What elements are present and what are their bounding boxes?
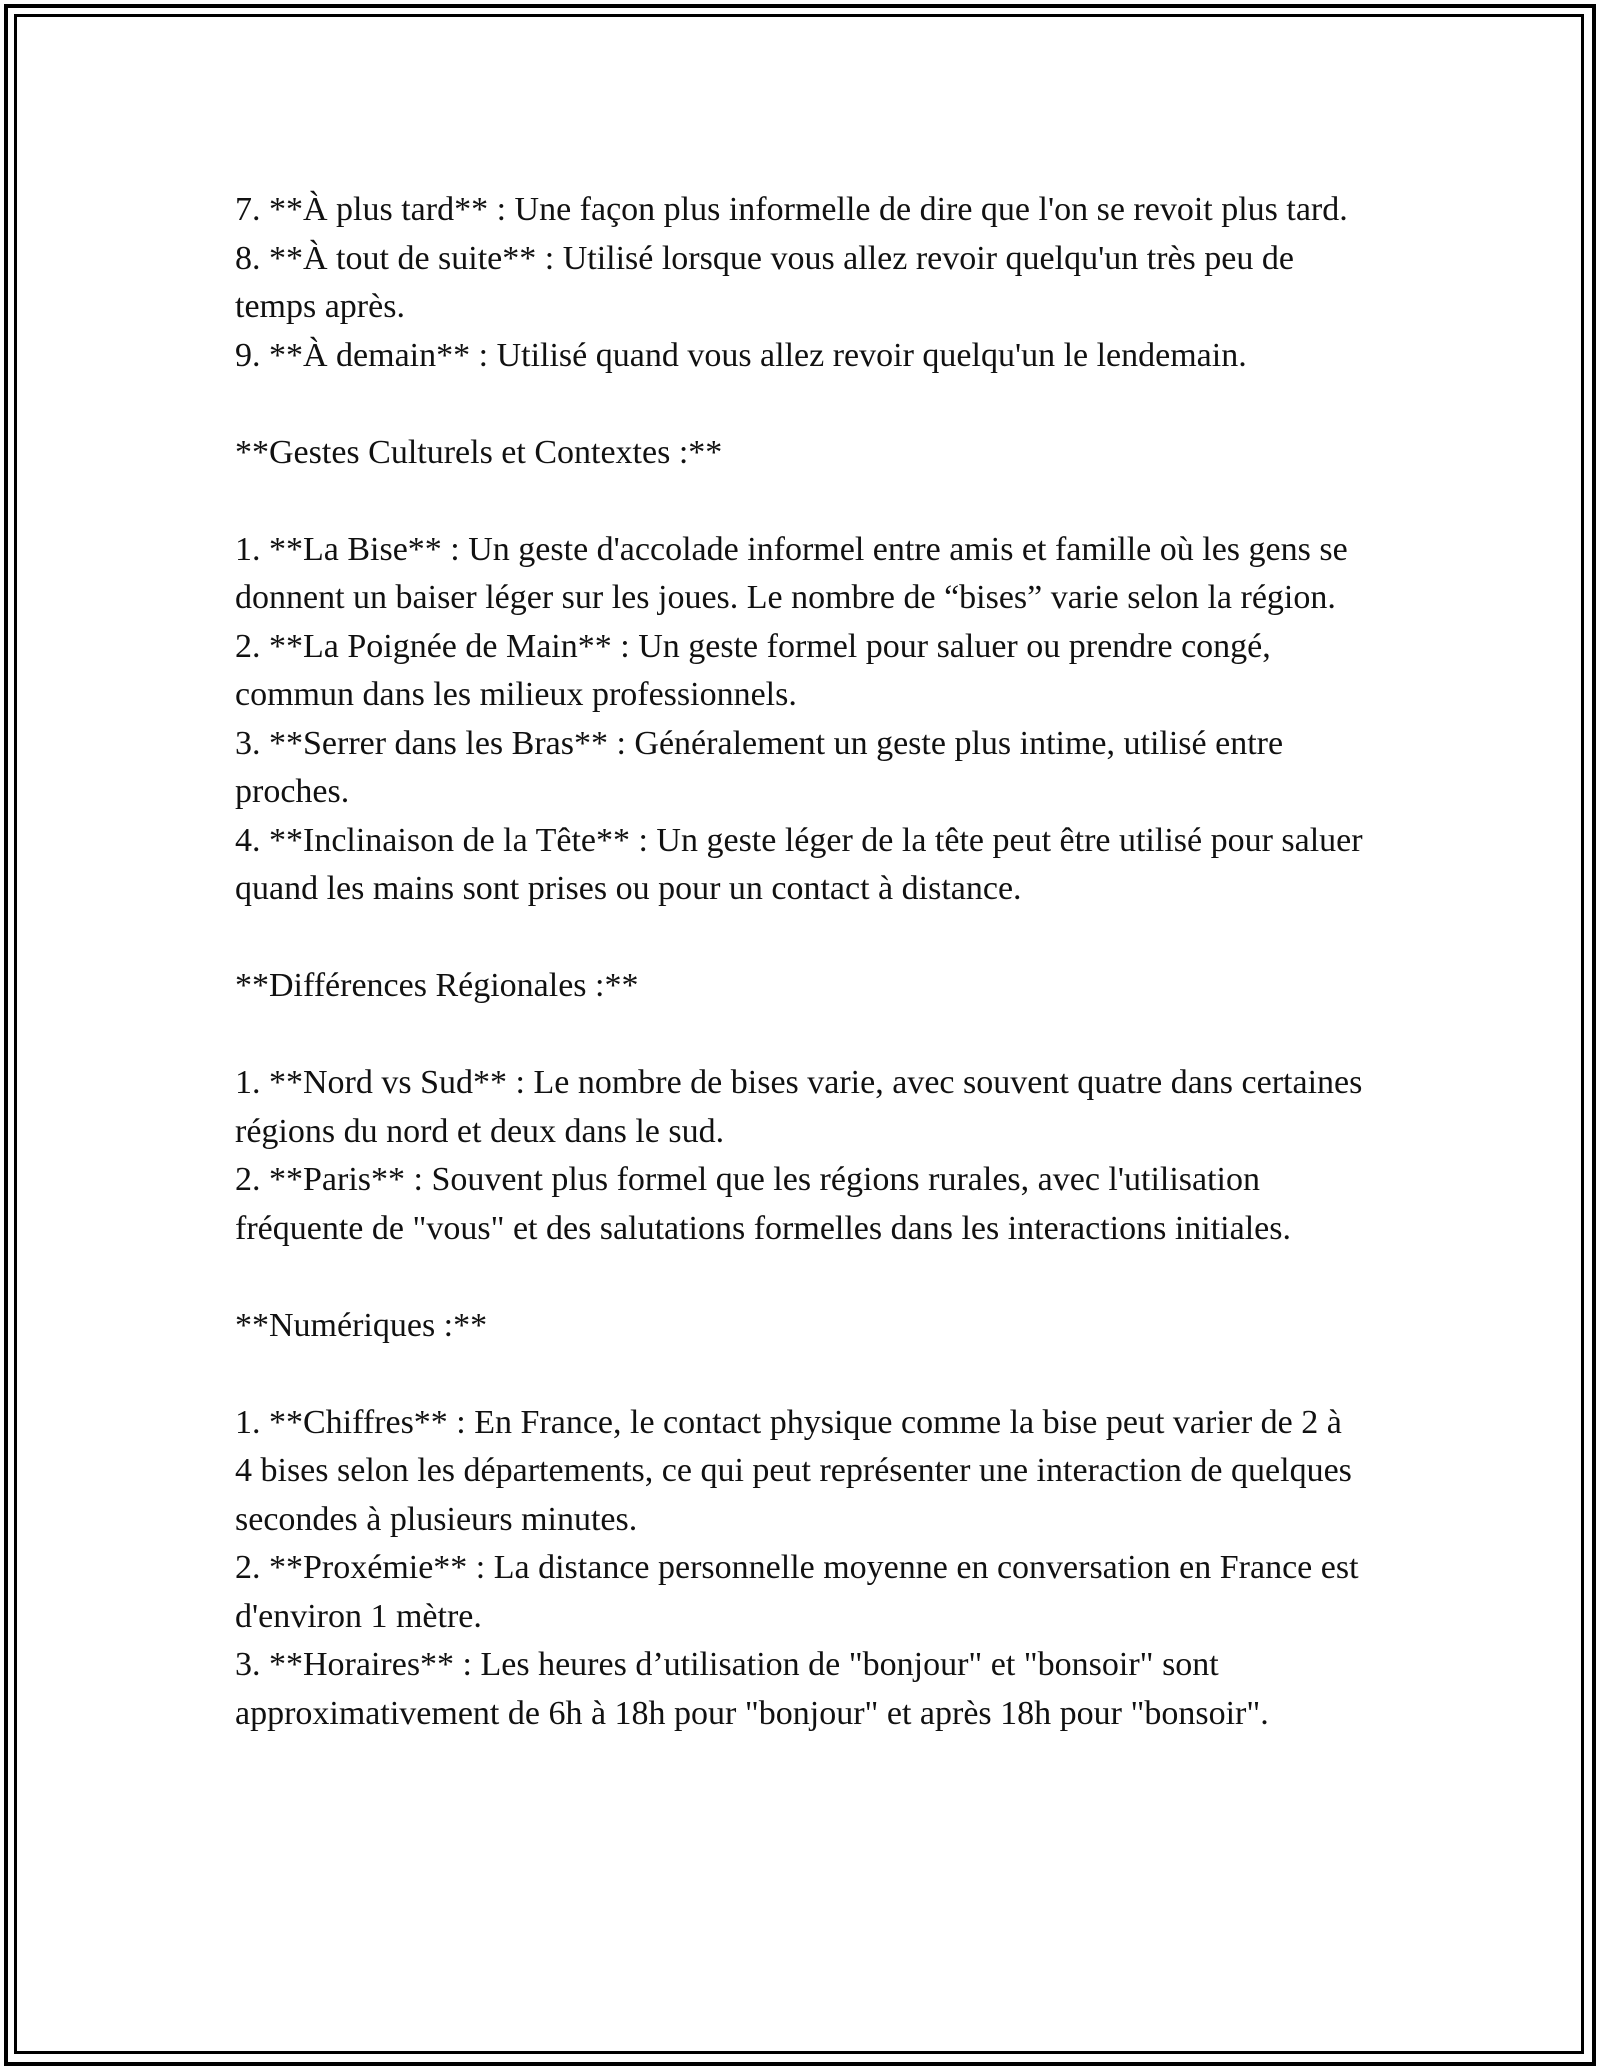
list-item: 2. **Paris** : Souvent plus formel que les régions rurales, avec l'utilisation fréquente de "vous" et des salutations formelles dans les interactions initiales.: [235, 1161, 1291, 1247]
spacer: [235, 477, 1365, 526]
list-item: 1. **Chiffres** : En France, le contact physique comme la bise peut varier de 2 à 4 bises selon les départements, ce qui peut représenter une interaction de quelques secondes à plusieurs minutes.: [235, 1403, 1361, 1538]
list-item: 2. **La Poignée de Main** : Un geste formel pour saluer ou prendre congé, commun dans les milieux professionnels.: [235, 627, 1280, 713]
list-item: 3. **Horaires** : Les heures d’utilisation de "bonjour" et "bonsoir" sont approximativement de 6h à 18h pour "bonjour" et après 18h pour "bonsoir".: [235, 1646, 1269, 1732]
list-item: 1. **Nord vs Sud** : Le nombre de bises varie, avec souvent quatre dans certaines régions du nord et deux dans le sud.: [235, 1064, 1371, 1150]
list-item: 1. **La Bise** : Un geste d'accolade informel entre amis et famille où les gens se donnent un baiser léger sur les joues. Le nombre de “bises” varie selon la région.: [235, 530, 1357, 616]
section-numerics: [235, 1302, 1368, 1739]
list-item: 4. **Inclinaison de la Tête** : Un geste léger de la tête peut être utilisé pour saluer quand les mains sont prises ou pour un contact à distance.: [235, 821, 1372, 907]
list-item: 9. **À demain** : Utilisé quand vous allez revoir quelqu'un le lendemain.: [235, 336, 1247, 374]
list-item: 2. **Proxémie** : La distance personnelle moyenne en conversation en France est d'environ 1 mètre.: [235, 1549, 1368, 1635]
section-heading: **Différences Régionales :**: [235, 967, 639, 1004]
document-body: [235, 186, 1372, 1738]
section-heading: **Numériques :**: [235, 1306, 488, 1344]
list-item: 8. **À tout de suite** : Utilisé lorsque vous allez revoir quelqu'un très peu de temps après.: [235, 239, 1303, 325]
section-cultural-gestures: [235, 429, 1372, 914]
section-farewells: [235, 186, 1365, 380]
list-item: 3. **Serrer dans les Bras** : Généralement un geste plus intime, utilisé entre proches.: [235, 724, 1292, 810]
spacer: [235, 1350, 1365, 1399]
spacer: [235, 380, 1365, 429]
spacer: [235, 914, 1365, 963]
spacer: [235, 1011, 1365, 1060]
section-regional-differences: [235, 962, 1371, 1253]
list-item: 7. **À plus tard** : Une façon plus informelle de dire que l'on se revoit plus tard.: [235, 191, 1348, 228]
section-heading: **Gestes Culturels et Contextes :**: [235, 433, 723, 471]
spacer: [235, 1253, 1365, 1302]
